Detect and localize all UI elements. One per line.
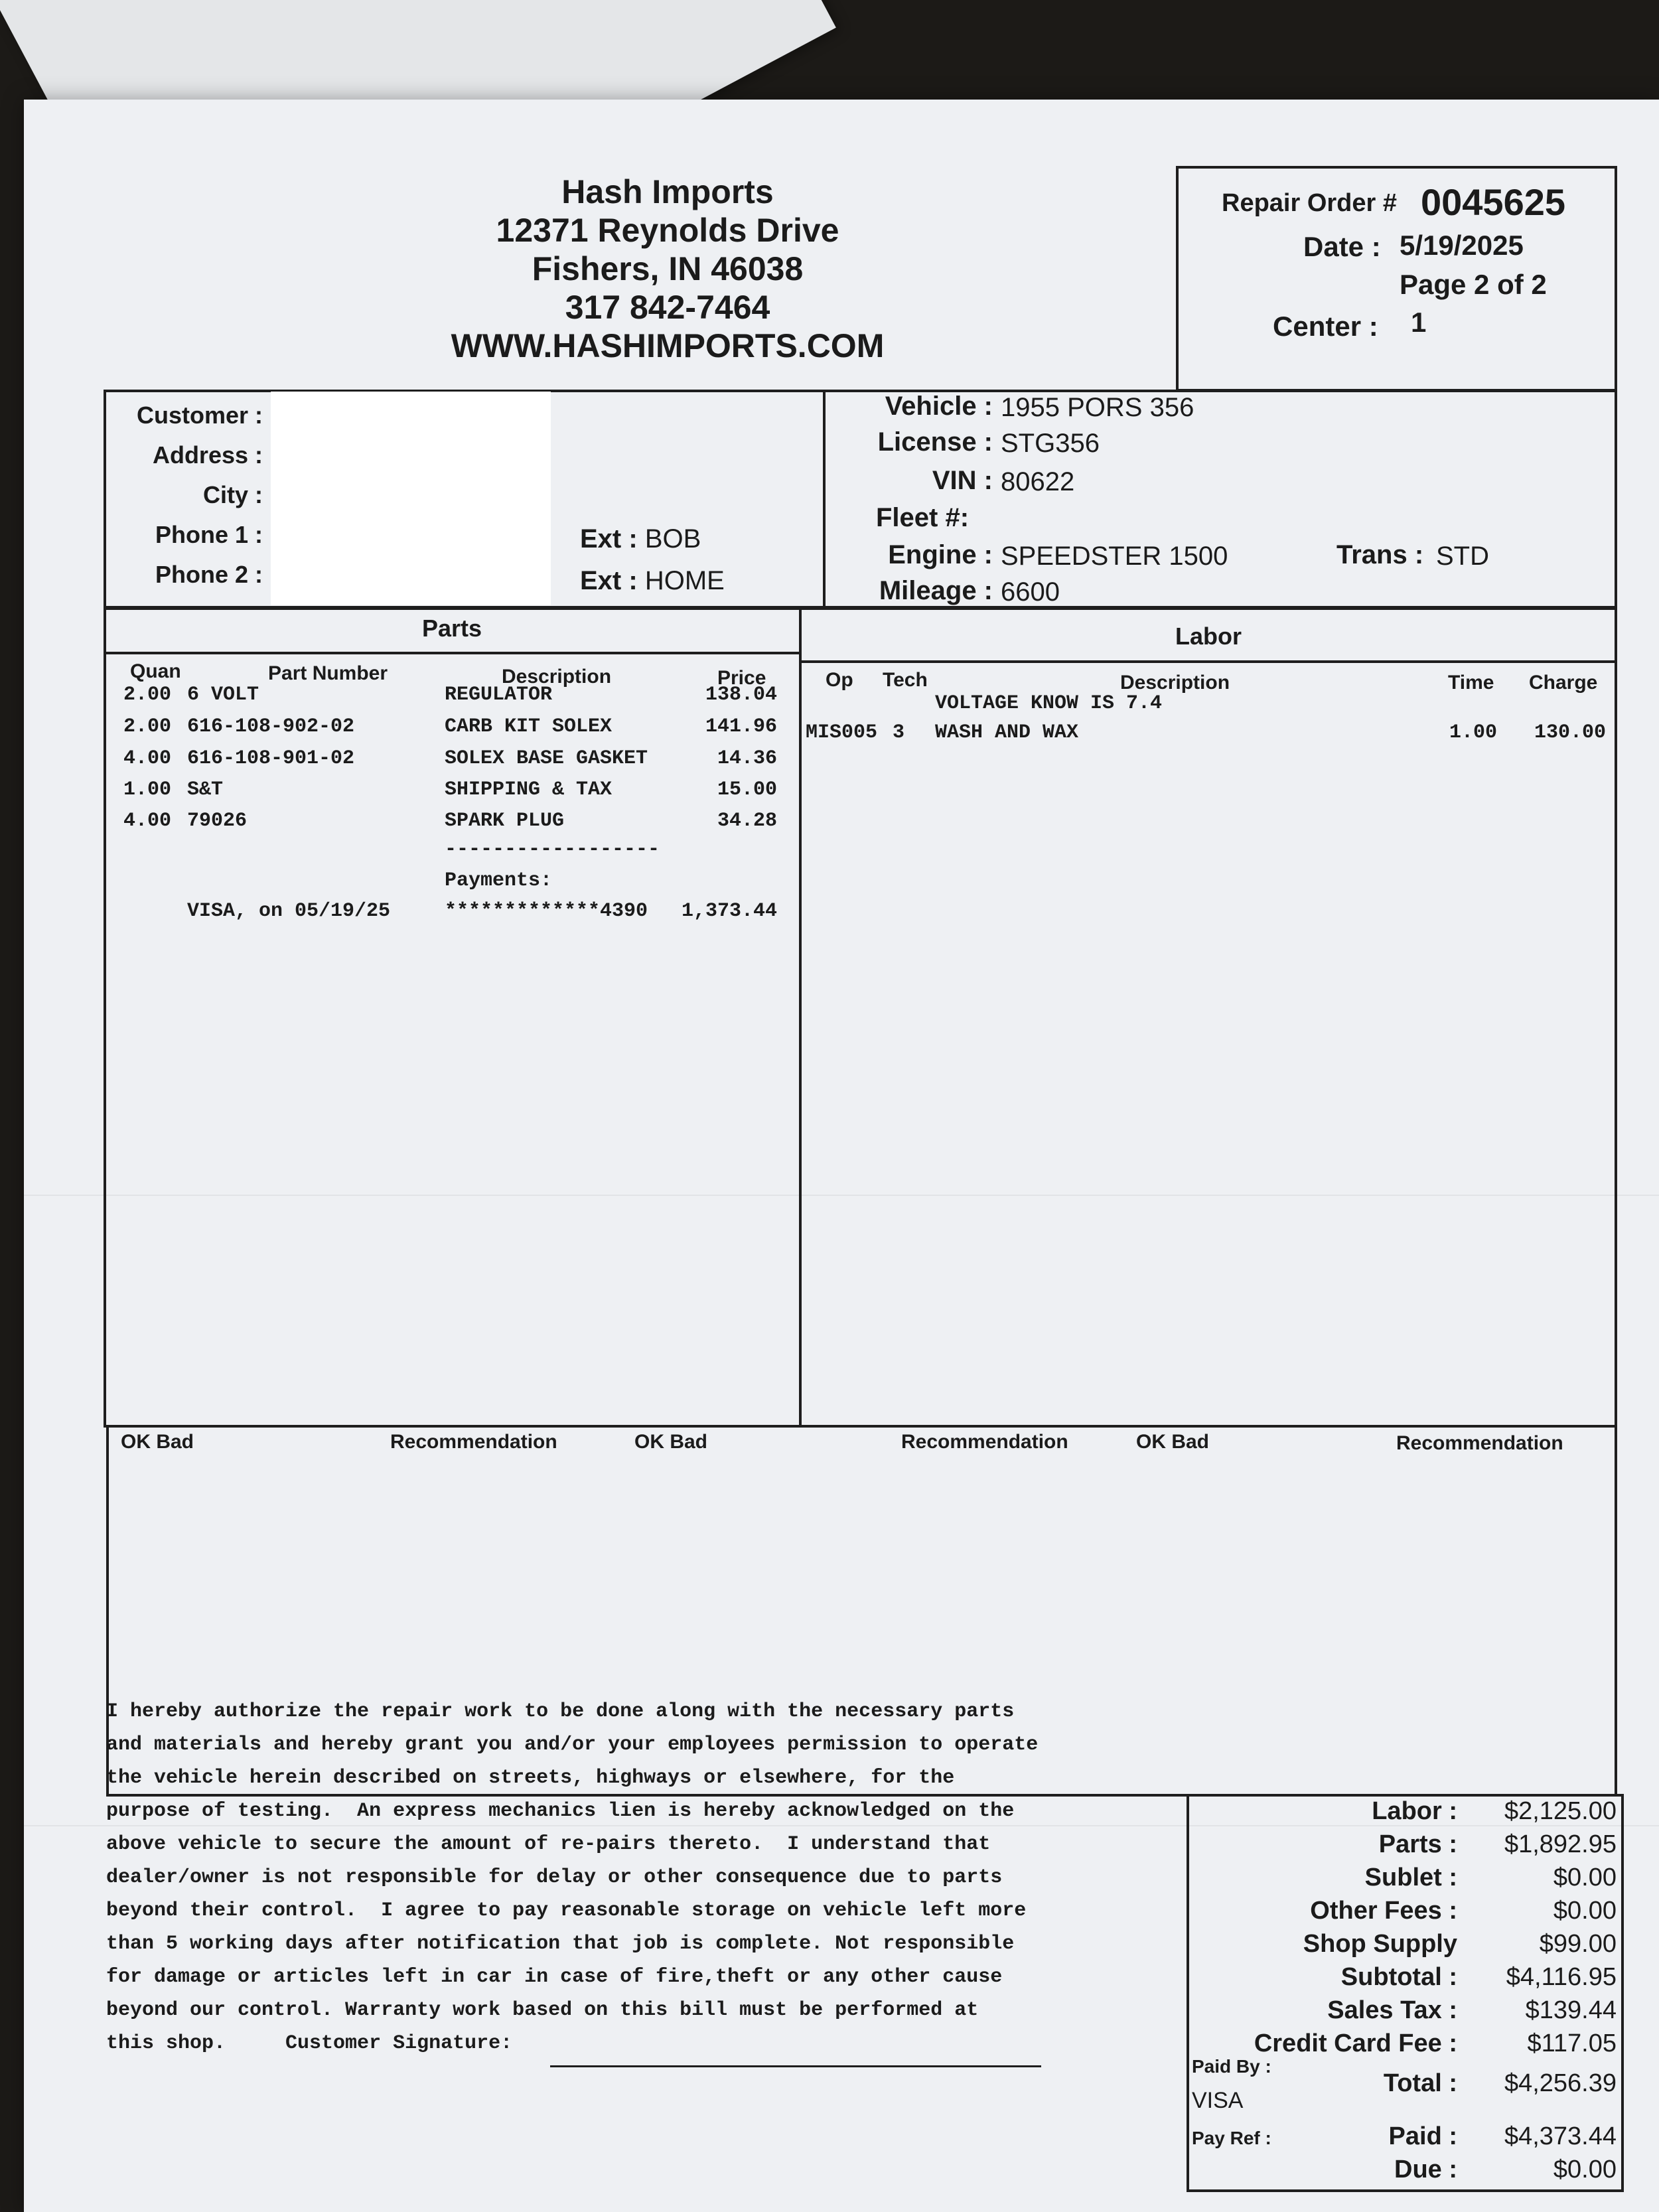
part-number: 6 VOLT xyxy=(187,684,259,706)
ext-2 xyxy=(580,566,725,596)
pay-ref-label: Pay Ref : xyxy=(1192,2128,1271,2148)
shop-header xyxy=(356,173,979,365)
date-label: Date : xyxy=(1303,231,1381,262)
total-label: Total : xyxy=(1383,2069,1457,2097)
mileage-label: Mileage : xyxy=(879,576,993,605)
part-description: CARB KIT SOLEX xyxy=(445,715,613,738)
engine-label: Engine : xyxy=(888,540,993,569)
part-quan: 1.00 xyxy=(123,778,172,801)
part-description: REGULATOR xyxy=(445,684,553,706)
authorization-line: purpose of testing. An express mechanics lien is hereby acknowledged on the xyxy=(106,1800,1015,1822)
part-number: 79026 xyxy=(187,810,248,832)
trans-value: STD xyxy=(1436,542,1489,571)
part-price: 138.04 xyxy=(705,684,777,706)
sublet-label: Sublet : xyxy=(1364,1864,1457,1891)
recommendation-1: Recommendation xyxy=(390,1431,557,1453)
vin-value: 80622 xyxy=(1001,467,1075,496)
signature-line[interactable] xyxy=(550,2065,1041,2067)
ok-bad-2: OK Bad xyxy=(634,1431,708,1453)
labor-op: MIS005 xyxy=(806,721,878,744)
sublet-total: $0.00 xyxy=(1553,1864,1617,1891)
ok-bad-3: OK Bad xyxy=(1136,1431,1210,1453)
authorization-line: for damage or articles left in car in case of fire,theft or any other cause xyxy=(106,1966,1003,1988)
labor-description: WASH AND WAX xyxy=(935,721,1079,744)
paid-label: Paid : xyxy=(1388,2122,1457,2150)
labor-tech: 3 xyxy=(893,721,905,744)
city-label: City : xyxy=(203,481,263,508)
other-fees-label: Other Fees : xyxy=(1310,1897,1457,1925)
ok-bad-1: OK Bad xyxy=(121,1431,194,1453)
phone1-label: Phone 1 : xyxy=(155,521,263,548)
labor-total-label: Labor : xyxy=(1372,1797,1457,1825)
authorization-line: beyond their control. I agree to pay reasonable storage on vehicle left more xyxy=(106,1899,1027,1922)
col-op: Op xyxy=(826,669,853,691)
authorization-line: dealer/owner is not responsible for delay or other consequence due to parts xyxy=(106,1866,1003,1889)
part-description: SPARK PLUG xyxy=(445,810,565,832)
vehicle-label: Vehicle : xyxy=(885,392,993,421)
repair-order-page xyxy=(24,100,1659,2212)
subtotal-label: Subtotal : xyxy=(1340,1963,1457,1991)
vin-label: VIN : xyxy=(932,466,993,495)
labor-charge: 130.00 xyxy=(1534,721,1607,744)
redacted-block xyxy=(271,392,551,605)
part-number: 616-108-901-02 xyxy=(187,747,355,770)
labor-title: Labor xyxy=(1175,623,1242,650)
authorization-line: than 5 working days after notification that job is complete. Not responsible xyxy=(106,1933,1015,1955)
divider xyxy=(799,607,802,1428)
page-count: Page 2 of 2 xyxy=(1400,269,1547,300)
part-price: 34.28 xyxy=(717,810,777,832)
payment-amount: 1,373.44 xyxy=(681,900,777,922)
col-labor-description: Description xyxy=(1120,672,1230,694)
parts-total: $1,892.95 xyxy=(1504,1830,1617,1858)
center-label: Center : xyxy=(1273,311,1378,342)
recommendation-2: Recommendation xyxy=(901,1431,1068,1453)
mileage-value: 6600 xyxy=(1001,577,1060,607)
payments-label: Payments: xyxy=(445,869,553,892)
authorization-line: and materials and hereby grant you and/or your employees permission to operate xyxy=(106,1733,1039,1756)
part-quan: 4.00 xyxy=(123,747,172,770)
ext-label: Ext : xyxy=(580,524,638,553)
shop-name: Hash Imports xyxy=(561,173,774,210)
center-value: 1 xyxy=(1411,307,1427,338)
part-price: 141.96 xyxy=(705,715,777,738)
divider xyxy=(104,652,802,654)
authorization-line: beyond our control. Warranty work based on this bill must be performed at xyxy=(106,1999,979,2022)
recommendation-3: Recommendation xyxy=(1396,1432,1563,1454)
customer-label: Customer : xyxy=(136,402,263,429)
engine-value: SPEEDSTER 1500 xyxy=(1001,542,1228,571)
order-date: 5/19/2025 xyxy=(1400,230,1524,261)
col-quan: Quan xyxy=(130,660,181,682)
ext-value: HOME xyxy=(644,566,725,595)
part-description: SOLEX BASE GASKET xyxy=(445,747,648,770)
authorization-line: this shop. Customer Signature: xyxy=(106,2032,513,2055)
license-label: License : xyxy=(877,427,993,457)
payment-card: *************4390 xyxy=(445,900,648,922)
col-tech: Tech xyxy=(883,669,928,691)
divider xyxy=(799,660,1617,663)
shop-supply-label: Shop Supply xyxy=(1303,1930,1457,1958)
fleet-label: Fleet #: xyxy=(876,503,970,532)
part-number: S&T xyxy=(187,778,224,801)
authorization-line: the vehicle herein described on streets, highways or elsewhere, for the xyxy=(106,1767,955,1789)
repair-order-number: 0045625 xyxy=(1421,181,1566,223)
labor-time: 1.00 xyxy=(1449,721,1498,744)
part-quan: 2.00 xyxy=(123,715,172,738)
paid-total: $4,373.44 xyxy=(1504,2122,1617,2150)
sales-tax-label: Sales Tax : xyxy=(1327,1996,1457,2024)
shop-street: 12371 Reynolds Drive xyxy=(496,212,839,249)
authorization-line: I hereby authorize the repair work to be done along with the necessary parts xyxy=(106,1700,1015,1723)
labor-total: $2,125.00 xyxy=(1504,1797,1617,1825)
shop-supply: $99.00 xyxy=(1539,1930,1617,1958)
col-time: Time xyxy=(1448,672,1494,694)
col-charge: Charge xyxy=(1529,672,1598,694)
shop-phone: 317 842-7464 xyxy=(565,289,770,326)
due-label: Due : xyxy=(1394,2156,1457,2183)
sales-tax: $139.44 xyxy=(1525,1996,1617,2024)
parts-total-label: Parts : xyxy=(1378,1830,1457,1858)
shop-website: WWW.HASHIMPORTS.COM xyxy=(451,327,885,364)
ext-1 xyxy=(580,524,701,554)
authorization-text xyxy=(106,1695,1141,2060)
repair-order-label: Repair Order # xyxy=(1222,189,1397,217)
phone2-label: Phone 2 : xyxy=(155,561,263,588)
due-total: $0.00 xyxy=(1553,2156,1617,2183)
col-description: Description xyxy=(502,666,612,688)
cc-fee-label: Credit Card Fee : xyxy=(1254,2029,1457,2057)
cc-fee: $117.05 xyxy=(1527,2029,1617,2057)
shop-city-state: Fishers, IN 46038 xyxy=(532,250,804,287)
labor-note: VOLTAGE KNOW IS 7.4 xyxy=(935,692,1163,715)
paid-by-label: Paid By : xyxy=(1192,2056,1271,2077)
address-label: Address : xyxy=(152,441,263,469)
part-price: 15.00 xyxy=(717,778,777,801)
vehicle-value: 1955 PORS 356 xyxy=(1001,393,1194,422)
parts-separator: ------------------ xyxy=(445,838,660,861)
part-number: 616-108-902-02 xyxy=(187,715,355,738)
ext-label: Ext : xyxy=(580,566,638,595)
paid-by: VISA xyxy=(1192,2088,1244,2113)
other-fees: $0.00 xyxy=(1553,1897,1617,1925)
trans-label: Trans : xyxy=(1336,540,1424,569)
subtotal: $4,116.95 xyxy=(1506,1963,1617,1991)
part-quan: 4.00 xyxy=(123,810,172,832)
part-price: 14.36 xyxy=(717,747,777,770)
payment-method: VISA, on 05/19/25 xyxy=(187,900,391,922)
license-value: STG356 xyxy=(1001,429,1100,458)
grand-total: $4,256.39 xyxy=(1504,2069,1617,2097)
divider xyxy=(823,390,826,609)
col-part-number: Part Number xyxy=(268,662,388,684)
parts-title: Parts xyxy=(421,615,482,642)
col-price: Price xyxy=(717,667,766,689)
part-quan: 2.00 xyxy=(123,684,172,706)
authorization-line: above vehicle to secure the amount of re-pairs thereto. I understand that xyxy=(106,1833,991,1856)
part-description: SHIPPING & TAX xyxy=(445,778,613,801)
ext-value: BOB xyxy=(644,524,701,553)
